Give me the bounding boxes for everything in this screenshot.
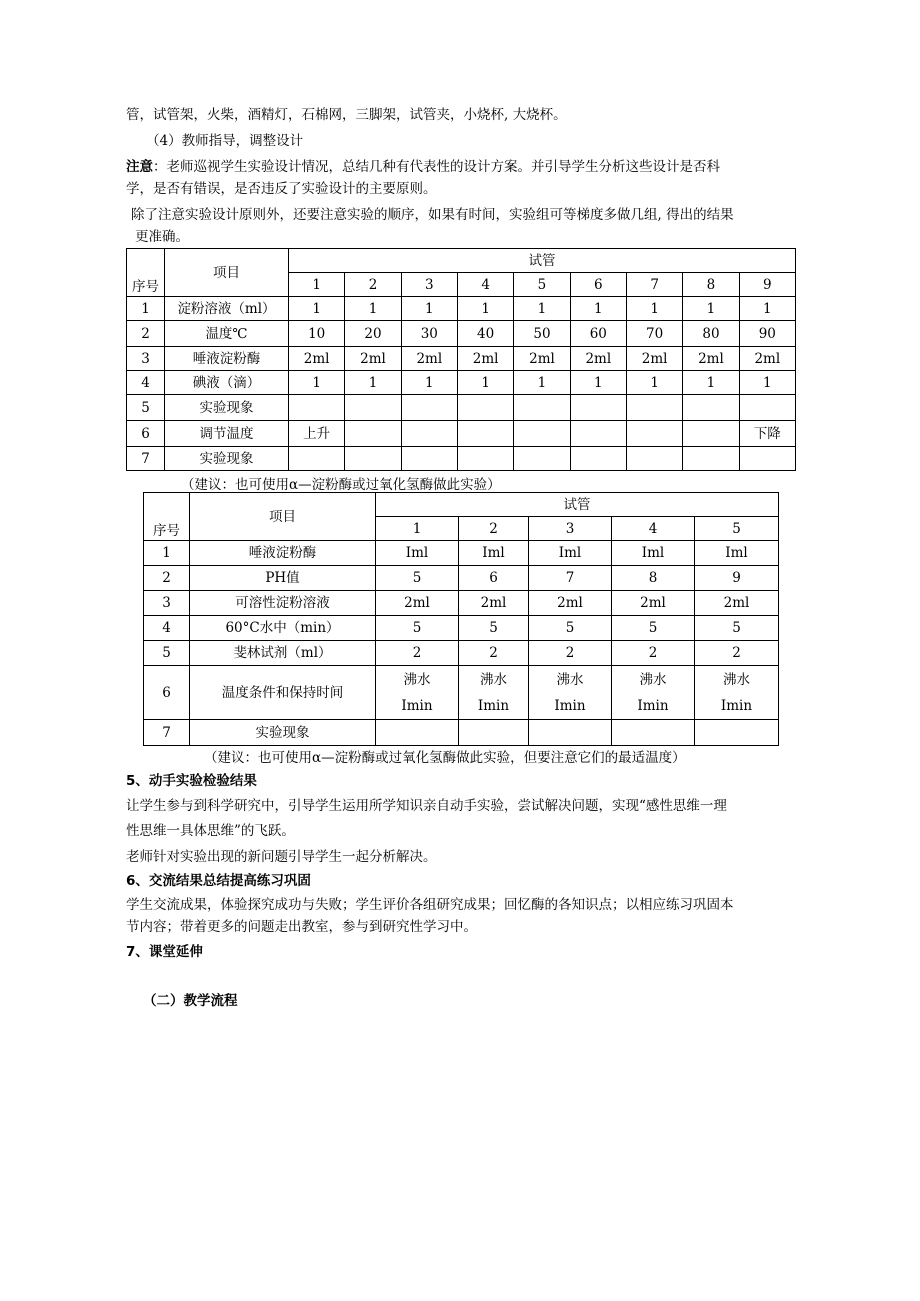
table-cell: Iml (695, 541, 779, 566)
table-cell: 2ml (345, 347, 401, 371)
table-cell: 2ml (289, 347, 345, 371)
tube-number-8: 8 (683, 273, 739, 297)
row-seq: 5 (144, 641, 190, 666)
table-cell: 6 (459, 566, 529, 591)
table-cell: Iml (612, 541, 695, 566)
table-cell: 1 (514, 297, 570, 321)
table-cell: 8 (612, 566, 695, 591)
row-item: 唾液淀粉酶 (190, 541, 376, 566)
table-cell: 1 (401, 297, 457, 321)
table-row (144, 541, 779, 566)
tube-number-1: 1 (376, 517, 459, 541)
table-cell: 上升 (289, 421, 345, 447)
table-cell (570, 447, 626, 471)
tube-number-2: 2 (459, 517, 529, 541)
table-cell: 9 (695, 566, 779, 591)
row-item: PH值 (190, 566, 376, 591)
header-seq: 序号 (144, 493, 190, 541)
table-cell: 5 (459, 616, 529, 641)
table-cell (401, 395, 457, 421)
table-cell: 2ml (457, 347, 513, 371)
note-text: ：老师巡视学生实验设计情况，总结几种有代表性的设计方案。并引导学生分析这些设计是否科 (153, 159, 720, 175)
table-cell (457, 447, 513, 471)
section6-heading: 6、交流结果总结提高练习巩固 (126, 873, 311, 889)
row-seq: 2 (127, 321, 165, 347)
tube-number-3: 3 (401, 273, 457, 297)
table-row (144, 616, 779, 641)
table-cell: 2 (376, 641, 459, 666)
order-line1: 除了注意实验设计原则外，还要注意实验的顺序，如果有时间，实验组可等梯度多做几组, 得出的结果 (131, 207, 734, 223)
header-seq: 序号 (127, 249, 165, 297)
table-cell: 1 (683, 297, 739, 321)
table2-caption: （建议：也可使用α—淀粉酶或过氧化氢酶做此实验，但要注意它们的最适温度） (204, 750, 686, 766)
table-cell: 2ml (401, 347, 457, 371)
table-cell: 1 (683, 371, 739, 395)
row-seq: 7 (144, 720, 190, 746)
table-cell: 1 (289, 297, 345, 321)
table-cell: 2ml (459, 591, 529, 616)
tube-number-1: 1 (289, 273, 345, 297)
table-cell (289, 395, 345, 421)
table-cell: 5 (612, 616, 695, 641)
table-row (144, 566, 779, 591)
table-cell: 1 (401, 371, 457, 395)
tube-number-7: 7 (626, 273, 682, 297)
row-item: 碘液（滴） (165, 371, 289, 395)
table-cell (514, 421, 570, 447)
table-cell: 5 (376, 566, 459, 591)
table-cell (457, 395, 513, 421)
materials-line: 管，试管架，火柴，酒精灯，石棉网，三脚架，试管夹，小烧杯, 大烧杯。 (126, 107, 567, 123)
table-cell: 2ml (612, 591, 695, 616)
row-seq: 4 (127, 371, 165, 395)
table-cell: 5 (529, 616, 612, 641)
table-row (127, 447, 796, 471)
table-cell: 1 (457, 297, 513, 321)
tube-number-3: 3 (529, 517, 612, 541)
table-cell: 2ml (695, 591, 779, 616)
section5-p2: 老师针对实验出现的新问题引导学生一起分析解决。 (126, 849, 437, 865)
tube-number-5: 5 (514, 273, 570, 297)
table-cell (683, 447, 739, 471)
table-cell: 1 (626, 297, 682, 321)
row-seq: 7 (127, 447, 165, 471)
row-seq: 6 (144, 666, 190, 720)
table-cell: 2 (695, 641, 779, 666)
table-cell: 10 (289, 321, 345, 347)
row-seq: 2 (144, 566, 190, 591)
table-cell: 1 (739, 371, 795, 395)
note-label: 注意 (126, 159, 153, 175)
table-cell: 2ml (739, 347, 795, 371)
table-cell: 7 (529, 566, 612, 591)
section5-p1a: 让学生参与到科学研究中，引导学生运用所学知识亲自动手实验，尝试解决问题，实现“感性思维一理 (126, 798, 727, 814)
row-item: 可溶性淀粉溶液 (190, 591, 376, 616)
table-cell (612, 720, 695, 746)
table-cell (739, 395, 795, 421)
table-cell: 2ml (514, 347, 570, 371)
row-seq: 4 (144, 616, 190, 641)
table-row (127, 321, 796, 347)
row-seq: 1 (144, 541, 190, 566)
part2-heading: （二）教学流程 (143, 993, 238, 1009)
table-cell: 下降 (739, 421, 795, 447)
table-row (127, 395, 796, 421)
table-cell (401, 421, 457, 447)
table-cell (376, 720, 459, 746)
note-line2: 学，是否有错误，是否违反了实验设计的主要原则。 (126, 181, 437, 197)
table1-caption: （建议：也可使用α—淀粉酶或过氧化氢酶做此实验） (181, 477, 501, 493)
section7-heading: 7、课堂延伸 (126, 944, 203, 960)
table-cell: 2 (459, 641, 529, 666)
row-item: 调节温度 (165, 421, 289, 447)
row-item: 实验现象 (190, 720, 376, 746)
row-item: 温度℃ (165, 321, 289, 347)
table-cell: 2ml (626, 347, 682, 371)
table-cell: 30 (401, 321, 457, 347)
table-cell (345, 395, 401, 421)
table-row (127, 421, 796, 447)
table-cell (529, 720, 612, 746)
table-row (144, 720, 779, 746)
section6-p1b: 节内容；带着更多的问题走出教室，参与到研究性学习中。 (126, 919, 477, 935)
tube-number-4: 4 (612, 517, 695, 541)
table-cell: 2ml (570, 347, 626, 371)
table-cell: 沸水 Imin (695, 666, 779, 720)
section6-p1a: 学生交流成果，体验探究成功与失败；学生评价各组研究成果；回忆酶的各知识点；以相应练习巩固本 (126, 897, 734, 913)
table-cell: 5 (376, 616, 459, 641)
table-cell (683, 395, 739, 421)
table-cell (626, 447, 682, 471)
table-cell: 1 (514, 371, 570, 395)
row-seq: 1 (127, 297, 165, 321)
table-cell: 沸水 Imin (459, 666, 529, 720)
section5-p1b: 性思维一具体思维”的飞跃。 (126, 823, 295, 839)
header-tubes: 试管 (289, 249, 796, 273)
row-item: 斐林试剂（ml） (190, 641, 376, 666)
table-row (127, 297, 796, 321)
header-item: 项目 (165, 249, 289, 297)
tube-number-4: 4 (457, 273, 513, 297)
table-cell: 80 (683, 321, 739, 347)
table-cell: 1 (570, 297, 626, 321)
table-cell (457, 421, 513, 447)
table-cell: 90 (739, 321, 795, 347)
table-row (144, 591, 779, 616)
table-cell: 2ml (683, 347, 739, 371)
tube-number-6: 6 (570, 273, 626, 297)
table-cell (570, 395, 626, 421)
table-cell (626, 395, 682, 421)
row-item: 实验现象 (165, 395, 289, 421)
table-cell (683, 421, 739, 447)
table-cell: Iml (529, 541, 612, 566)
table-cell: 2ml (529, 591, 612, 616)
table-row (144, 666, 779, 720)
row-seq: 5 (127, 395, 165, 421)
table-cell (345, 447, 401, 471)
row-item: 唾液淀粉酶 (165, 347, 289, 371)
tube-number-5: 5 (695, 517, 779, 541)
table-cell (626, 421, 682, 447)
table-cell: 40 (457, 321, 513, 347)
table-cell: 1 (626, 371, 682, 395)
temperature-experiment-table (126, 248, 796, 471)
table-cell: 沸水 Imin (529, 666, 612, 720)
table-cell: 1 (739, 297, 795, 321)
row-seq: 3 (127, 347, 165, 371)
table-cell: 2 (529, 641, 612, 666)
table-cell: 1 (289, 371, 345, 395)
table-cell: Iml (459, 541, 529, 566)
section5-heading: 5、动手实验检验结果 (126, 773, 257, 789)
table-cell (345, 421, 401, 447)
table-cell (514, 395, 570, 421)
table-cell (739, 447, 795, 471)
table-cell: 60 (570, 321, 626, 347)
table-cell: 1 (457, 371, 513, 395)
table-cell: Iml (376, 541, 459, 566)
order-line2: 更准确。 (135, 229, 189, 245)
header-item: 项目 (190, 493, 376, 541)
table-row (127, 371, 796, 395)
ph-experiment-table (143, 492, 779, 746)
table-cell: 1 (570, 371, 626, 395)
table-cell: 2 (612, 641, 695, 666)
table-cell: 20 (345, 321, 401, 347)
table-row (127, 347, 796, 371)
table-cell (514, 447, 570, 471)
row-seq: 3 (144, 591, 190, 616)
table-cell (570, 421, 626, 447)
table-cell: 70 (626, 321, 682, 347)
tube-number-9: 9 (739, 273, 795, 297)
table-cell: 5 (695, 616, 779, 641)
row-item: 温度条件和保持时间 (190, 666, 376, 720)
header-tubes: 试管 (376, 493, 779, 517)
table-cell: 1 (345, 371, 401, 395)
table-cell (459, 720, 529, 746)
tube-number-2: 2 (345, 273, 401, 297)
table-cell: 沸水 Imin (612, 666, 695, 720)
table-cell: 50 (514, 321, 570, 347)
row-item: 实验现象 (165, 447, 289, 471)
table-cell: 沸水 Imin (376, 666, 459, 720)
table-cell (401, 447, 457, 471)
table-cell (695, 720, 779, 746)
row-seq: 6 (127, 421, 165, 447)
table-row (144, 641, 779, 666)
table-cell: 2ml (376, 591, 459, 616)
note-line1 (126, 156, 806, 178)
row-item: 60°C水中（min） (190, 616, 376, 641)
table-cell: 1 (345, 297, 401, 321)
step4-heading: （4）教师指导，调整设计 (146, 133, 304, 149)
row-item: 淀粉溶液（ml） (165, 297, 289, 321)
table-cell (289, 447, 345, 471)
